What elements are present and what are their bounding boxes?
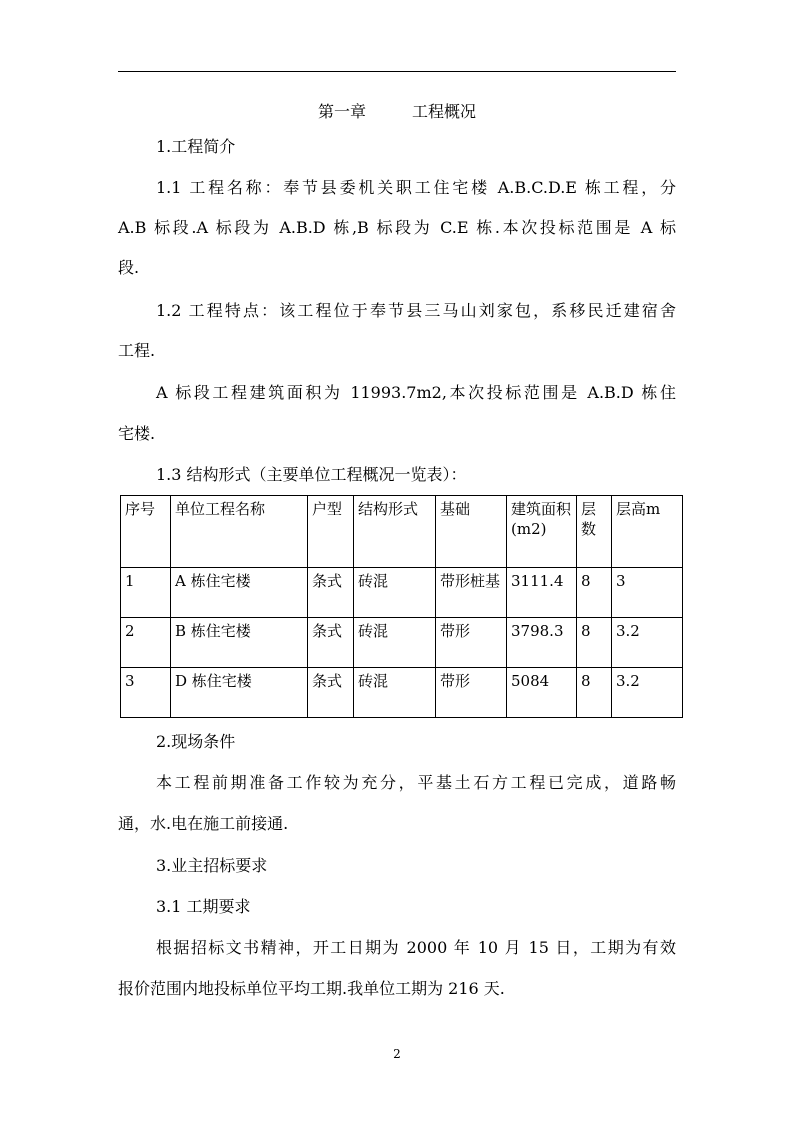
table-cell: 3798.3 [507, 618, 577, 668]
paragraph-line: A.B 标段.A 标段为 A.B.D 栋,B 标段为 C.E 栋.本次投标范围是 A 标 [118, 218, 676, 237]
subsection-heading: 3.1 工期要求 [156, 897, 251, 916]
section-heading-1: 1.工程简介 [156, 137, 236, 156]
table-cell: 条式 [308, 668, 354, 718]
table-cell: 1 [121, 568, 171, 618]
table-header-row [121, 496, 683, 568]
table-cell: 砖混 [354, 568, 436, 618]
section-heading-2: 2.现场条件 [156, 732, 236, 751]
table-cell: 3 [121, 668, 171, 718]
paragraph-line: 宅楼. [118, 424, 156, 443]
table-cell: 3.2 [612, 668, 683, 718]
header-cell: 层高m [612, 496, 683, 568]
table-cell: 条式 [308, 618, 354, 668]
table-cell: 带形 [436, 618, 507, 668]
table-cell: D 栋住宅楼 [171, 668, 308, 718]
table-cell: 3.2 [612, 618, 683, 668]
table-cell: 砖混 [354, 618, 436, 668]
table-cell: 5084 [507, 668, 577, 718]
project-summary-table [120, 495, 683, 718]
table-cell: 条式 [308, 568, 354, 618]
header-cell: 结构形式 [354, 496, 436, 568]
paragraph-line: 本工程前期准备工作较为充分，平基土石方工程已完成，道路畅 [156, 773, 676, 792]
table-cell: 8 [577, 618, 612, 668]
table-cell: 8 [577, 668, 612, 718]
section-heading-3: 3.业主招标要求 [156, 856, 268, 875]
paragraph-line: 工程. [118, 341, 156, 360]
chapter-title: 工程概况 [412, 102, 477, 121]
table-caption: 1.3 结构形式（主要单位工程概况一览表）： [156, 465, 467, 484]
paragraph-line: A 标段工程建筑面积为 11993.7m2,本次投标范围是 A.B.D 栋住 [156, 383, 676, 402]
paragraph-line: 报价范围内地投标单位平均工期.我单位工期为 216 天. [118, 979, 505, 998]
paragraph-line: 根据招标文书精神，开工日期为 2000 年 10 月 15 日，工期为有效 [156, 938, 676, 957]
table-cell: 8 [577, 568, 612, 618]
paragraph-line: 1.1 工程名称：奉节县委机关职工住宅楼 A.B.C.D.E 栋工程，分 [156, 178, 676, 197]
page-number: 2 [393, 1047, 401, 1061]
chapter-number: 第一章 [317, 102, 366, 121]
header-cell: 户型 [308, 496, 354, 568]
table-cell: B 栋住宅楼 [171, 618, 308, 668]
table-cell: 3111.4 [507, 568, 577, 618]
table-cell: 2 [121, 618, 171, 668]
table-row [121, 618, 683, 668]
header-rule [118, 71, 676, 72]
table-cell: 带形桩基 [436, 568, 507, 618]
header-cell: 基础 [436, 496, 507, 568]
chapter-heading [0, 102, 794, 122]
table-cell: A 栋住宅楼 [171, 568, 308, 618]
header-cell: 建筑面积(m2) [507, 496, 577, 568]
table-row [121, 668, 683, 718]
header-cell: 层数 [577, 496, 612, 568]
paragraph-line: 通，水.电在施工前接通. [118, 814, 289, 833]
header-cell: 序号 [121, 496, 171, 568]
header-cell: 单位工程名称 [171, 496, 308, 568]
table-cell: 带形 [436, 668, 507, 718]
paragraph-line: 段. [118, 258, 140, 277]
table-cell: 3 [612, 568, 683, 618]
table-cell: 砖混 [354, 668, 436, 718]
paragraph-line: 1.2 工程特点：该工程位于奉节县三马山刘家包，系移民迁建宿舍 [156, 301, 676, 320]
table-row [121, 568, 683, 618]
